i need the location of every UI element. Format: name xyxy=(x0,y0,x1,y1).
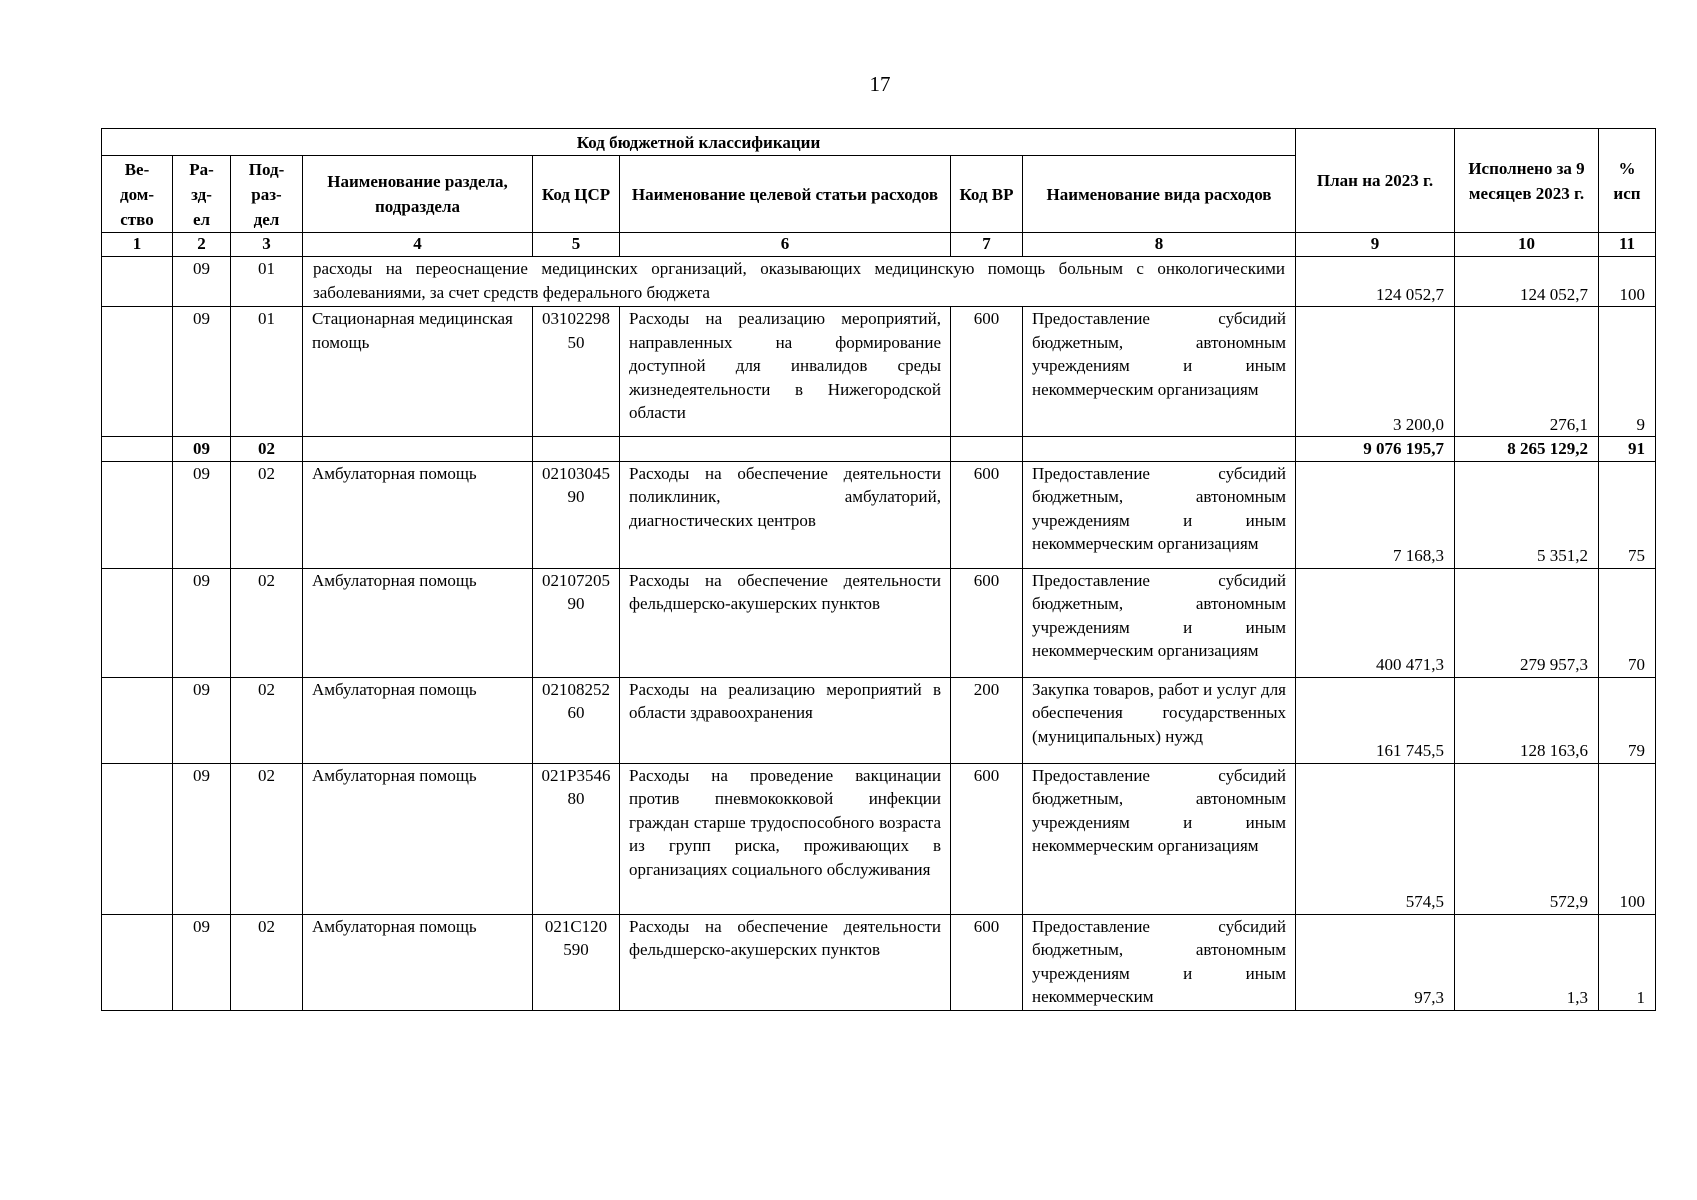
plan-cell: 400 471,3 xyxy=(1296,568,1455,677)
percent-cell: 75 xyxy=(1599,461,1656,568)
column-number: 6 xyxy=(620,233,951,257)
header-section-name: Наименование раздела, подраздела xyxy=(303,156,533,233)
header-budget-classification: Код бюджетной классификации xyxy=(102,129,1296,156)
header-percent: % исп xyxy=(1599,129,1656,233)
podrazdel-cell: 02 xyxy=(231,677,303,763)
column-number: 7 xyxy=(951,233,1023,257)
header-target-item-name: Наименование целевой статьи расходов xyxy=(620,156,951,233)
header-razdel: Ра- зд- ел xyxy=(173,156,231,233)
column-number: 11 xyxy=(1599,233,1656,257)
vr-code-cell: 600 xyxy=(951,914,1023,1010)
table-row xyxy=(102,437,1656,462)
empty-cell xyxy=(1023,437,1296,462)
header-plan: План на 2023 г. xyxy=(1296,129,1455,233)
section-name-cell: Амбулаторная помощь xyxy=(303,461,533,568)
executed-cell: 572,9 xyxy=(1455,763,1599,914)
percent-total-cell: 91 xyxy=(1599,437,1656,462)
table-row xyxy=(102,307,1656,437)
csr-code-cell: 0210304590 xyxy=(533,461,620,568)
csr-code-cell: 0210825260 xyxy=(533,677,620,763)
percent-cell: 9 xyxy=(1599,307,1656,437)
target-item-cell: Расходы на обеспечение деятельности поликлиник, амбулаторий, диагностических центров xyxy=(620,461,951,568)
vedomstvo-cell xyxy=(102,914,173,1010)
section-name-cell: Амбулаторная помощь xyxy=(303,914,533,1010)
percent-cell: 1 xyxy=(1599,914,1656,1010)
plan-cell: 161 745,5 xyxy=(1296,677,1455,763)
column-number: 2 xyxy=(173,233,231,257)
column-number: 3 xyxy=(231,233,303,257)
target-item-cell: Расходы на реализацию мероприятий в области здравоохранения xyxy=(620,677,951,763)
percent-cell: 70 xyxy=(1599,568,1656,677)
plan-cell: 124 052,7 xyxy=(1296,257,1455,307)
table-row xyxy=(102,914,1656,1010)
executed-cell: 5 351,2 xyxy=(1455,461,1599,568)
header-podrazdel: Под- раз- дел xyxy=(231,156,303,233)
expense-type-cell: Предоставление субсидий бюджетным, автономным учреждениям и иным некоммерческим организациям xyxy=(1023,307,1296,437)
header-vedomstvo: Ве- дом- ство xyxy=(102,156,173,233)
expense-type-cell: Предоставление субсидий бюджетным, автономным учреждениям и иным некоммерческим организациям xyxy=(1023,763,1296,914)
column-number: 10 xyxy=(1455,233,1599,257)
column-numbers-row xyxy=(102,233,1656,257)
column-number: 4 xyxy=(303,233,533,257)
table-row xyxy=(102,568,1656,677)
table-row xyxy=(102,257,1656,307)
description-cell: расходы на переоснащение медицинских организаций, оказывающих медицинскую помощь больным с онкологическими заболеваниями, за счет средств федерального бюджета xyxy=(303,257,1296,307)
executed-cell: 276,1 xyxy=(1455,307,1599,437)
target-item-cell: Расходы на проведение вакцинации против пневмококковой инфекции граждан старше трудоспособного возраста из групп риска, проживающих в организациях социального обслуживания xyxy=(620,763,951,914)
csr-code-cell: 021С120590 xyxy=(533,914,620,1010)
razdel-cell: 09 xyxy=(173,437,231,462)
vr-code-cell: 600 xyxy=(951,568,1023,677)
razdel-cell: 09 xyxy=(173,307,231,437)
vedomstvo-cell xyxy=(102,568,173,677)
executed-cell: 279 957,3 xyxy=(1455,568,1599,677)
vr-code-cell: 600 xyxy=(951,307,1023,437)
section-name-cell: Амбулаторная помощь xyxy=(303,763,533,914)
table-body xyxy=(102,257,1656,1011)
csr-code-cell: 0310229850 xyxy=(533,307,620,437)
executed-cell: 124 052,7 xyxy=(1455,257,1599,307)
empty-cell xyxy=(951,437,1023,462)
expense-type-cell: Закупка товаров, работ и услуг для обеспечения государственных (муниципальных) нужд xyxy=(1023,677,1296,763)
vr-code-cell: 600 xyxy=(951,763,1023,914)
budget-table xyxy=(101,128,1656,1011)
vedomstvo-cell xyxy=(102,437,173,462)
column-number: 9 xyxy=(1296,233,1455,257)
target-item-cell: Расходы на обеспечение деятельности фельдшерско-акушерских пунктов xyxy=(620,914,951,1010)
percent-cell: 79 xyxy=(1599,677,1656,763)
plan-cell: 97,3 xyxy=(1296,914,1455,1010)
podrazdel-cell: 02 xyxy=(231,763,303,914)
executed-cell: 128 163,6 xyxy=(1455,677,1599,763)
percent-cell: 100 xyxy=(1599,763,1656,914)
csr-code-cell: 021P354680 xyxy=(533,763,620,914)
razdel-cell: 09 xyxy=(173,763,231,914)
section-name-cell: Амбулаторная помощь xyxy=(303,677,533,763)
table-row xyxy=(102,677,1656,763)
table-row xyxy=(102,763,1656,914)
vedomstvo-cell xyxy=(102,257,173,307)
vr-code-cell: 600 xyxy=(951,461,1023,568)
column-number: 5 xyxy=(533,233,620,257)
plan-cell: 3 200,0 xyxy=(1296,307,1455,437)
razdel-cell: 09 xyxy=(173,257,231,307)
target-item-cell: Расходы на реализацию мероприятий, направленных на формирование доступной для инвалидов среды жизнедеятельности в Нижегородской области xyxy=(620,307,951,437)
table-row xyxy=(102,461,1656,568)
section-name-cell: Амбулаторная помощь xyxy=(303,568,533,677)
razdel-cell: 09 xyxy=(173,677,231,763)
vedomstvo-cell xyxy=(102,763,173,914)
vedomstvo-cell xyxy=(102,461,173,568)
plan-total-cell: 9 076 195,7 xyxy=(1296,437,1455,462)
podrazdel-cell: 02 xyxy=(231,568,303,677)
expense-type-cell: Предоставление субсидий бюджетным, автономным учреждениям и иным некоммерческим xyxy=(1023,914,1296,1010)
csr-code-cell: 0210720590 xyxy=(533,568,620,677)
razdel-cell: 09 xyxy=(173,568,231,677)
plan-cell: 574,5 xyxy=(1296,763,1455,914)
column-number: 1 xyxy=(102,233,173,257)
plan-cell: 7 168,3 xyxy=(1296,461,1455,568)
podrazdel-cell: 02 xyxy=(231,437,303,462)
podrazdel-cell: 02 xyxy=(231,914,303,1010)
vedomstvo-cell xyxy=(102,307,173,437)
expense-type-cell: Предоставление субсидий бюджетным, автономным учреждениям и иным некоммерческим организациям xyxy=(1023,461,1296,568)
executed-total-cell: 8 265 129,2 xyxy=(1455,437,1599,462)
page-number: 17 xyxy=(869,72,891,96)
empty-cell xyxy=(303,437,533,462)
expense-type-cell: Предоставление субсидий бюджетным, автономным учреждениям и иным некоммерческим организациям xyxy=(1023,568,1296,677)
vedomstvo-cell xyxy=(102,677,173,763)
podrazdel-cell: 02 xyxy=(231,461,303,568)
column-number: 8 xyxy=(1023,233,1296,257)
empty-cell xyxy=(620,437,951,462)
header-csr-code: Код ЦСР xyxy=(533,156,620,233)
podrazdel-cell: 01 xyxy=(231,307,303,437)
section-name-cell: Стационарная медицинская помощь xyxy=(303,307,533,437)
vr-code-cell: 200 xyxy=(951,677,1023,763)
podrazdel-cell: 01 xyxy=(231,257,303,307)
executed-cell: 1,3 xyxy=(1455,914,1599,1010)
header-expense-type-name: Наименование вида расходов xyxy=(1023,156,1296,233)
header-executed: Исполнено за 9 месяцев 2023 г. xyxy=(1455,129,1599,233)
empty-cell xyxy=(533,437,620,462)
razdel-cell: 09 xyxy=(173,461,231,568)
header-vr-code: Код ВР xyxy=(951,156,1023,233)
razdel-cell: 09 xyxy=(173,914,231,1010)
percent-cell: 100 xyxy=(1599,257,1656,307)
target-item-cell: Расходы на обеспечение деятельности фельдшерско-акушерских пунктов xyxy=(620,568,951,677)
